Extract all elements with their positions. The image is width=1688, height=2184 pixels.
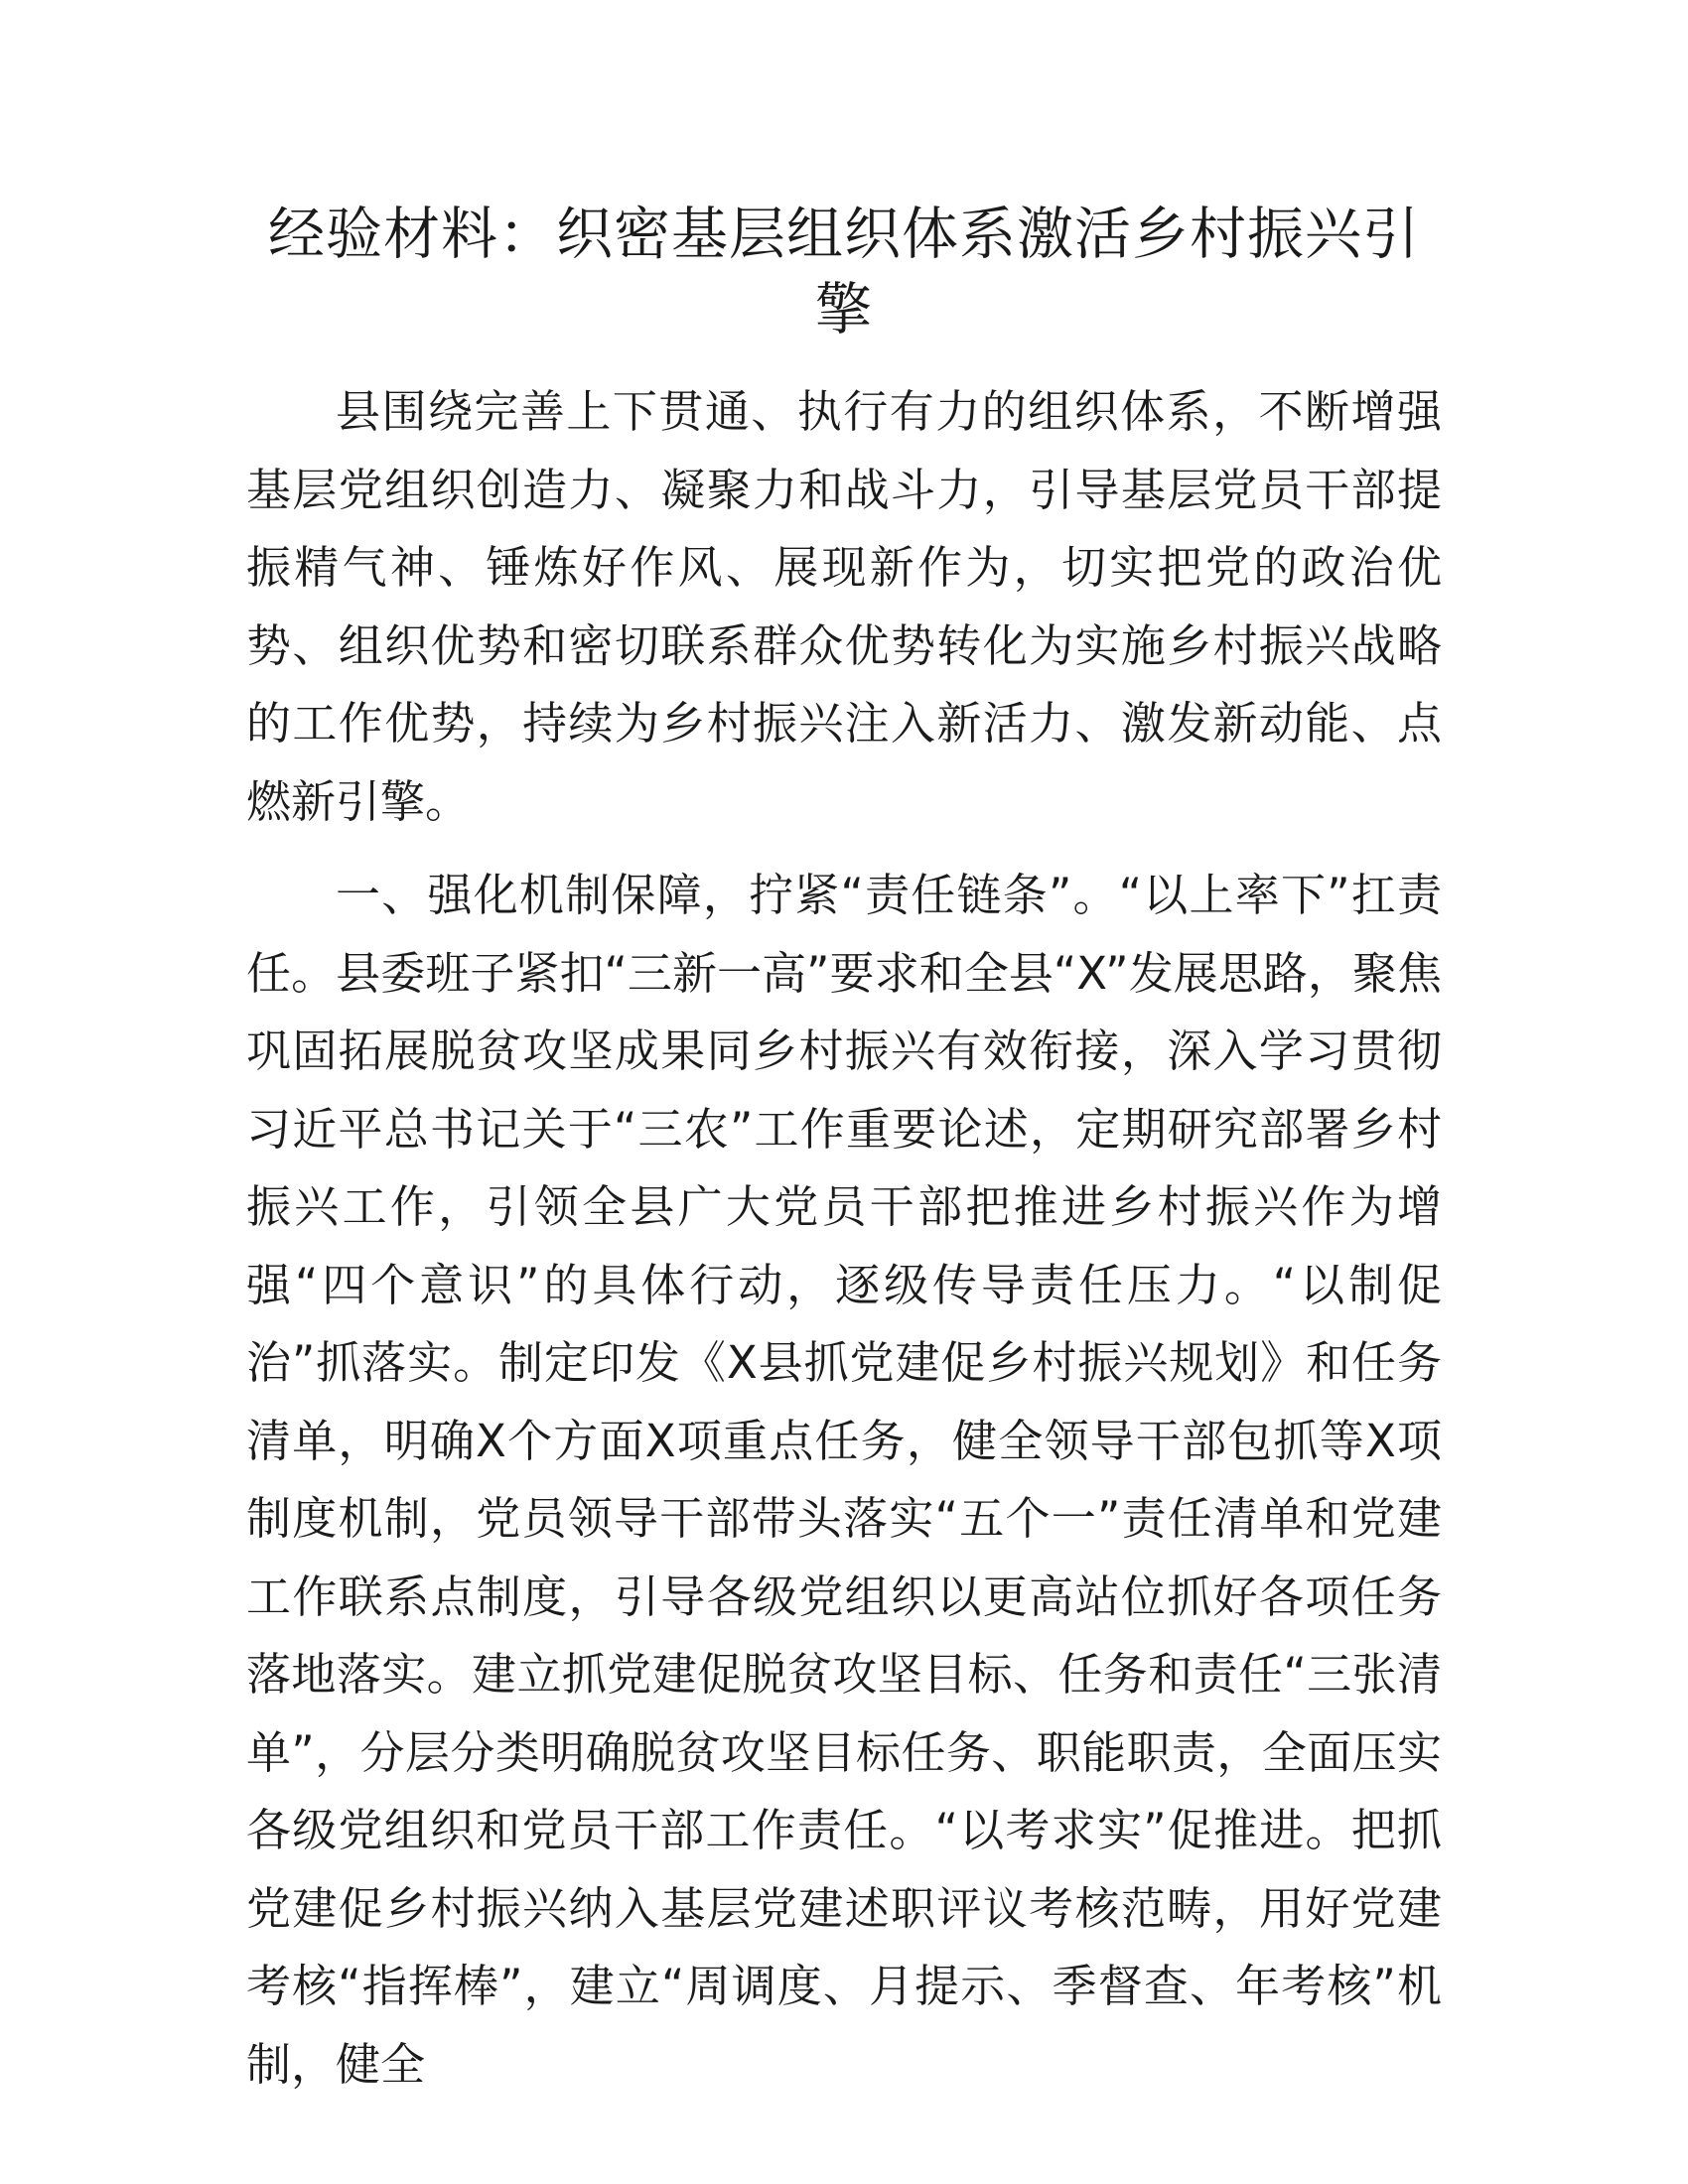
document-body — [246, 373, 1442, 2104]
document-title: 经验材料：织密基层组织体系激活乡村振兴引擎 — [268, 202, 1420, 342]
paragraph-section-one: 一、强化机制保障，拧紧“责任链条”。“以上率下”扛责任。县委班子紧扣“三新一高”要求和全县“X”发展思路，聚焦巩固拓展脱贫攻坚成果同乡村振兴有效衔接，深入学习贯彻习近平总书记关于“三农”工作重要论述，定期研究部署乡村振兴工作，引领全县广大党员干部把推进乡村振兴作为增强“四个意识”的具体行动，逐级传导责任压力。“以制促治”抓落实。制定印发《X县抓党建促乡村振兴规划》和任务清单，明确X个方面X项重点任务，健全领导干部包抓等X项制度机制，党员领导干部带头落实“五个一”责任清单和党建工作联系点制度，引导各级党组织以更高站位抓好各项任务落地落实。建立抓党建促脱贫攻坚目标、任务和责任“三张清单”，分层分类明确脱贫攻坚目标任务、职能职责，全面压实各级党组织和党员干部工作责任。“以考求实”促推进。把抓党建促乡村振兴纳入基层党建述职评议考核范畴，用好党建考核“指挥棒”，建立“周调度、月提示、季督查、年考核”机制，健全 — [246, 869, 1442, 2091]
paragraph-intro: 县围绕完善上下贯通、执行有力的组织体系，不断增强基层党组织创造力、凝聚力和战斗力，引导基层党员干部提振精气神、锤炼好作风、展现新作为，切实把党的政治优势、组织优势和密切联系群众优势转化为实施乡村振兴战略的工作优势，持续为乡村振兴注入新活力、激发新动能、点燃新引擎。 — [246, 385, 1442, 828]
